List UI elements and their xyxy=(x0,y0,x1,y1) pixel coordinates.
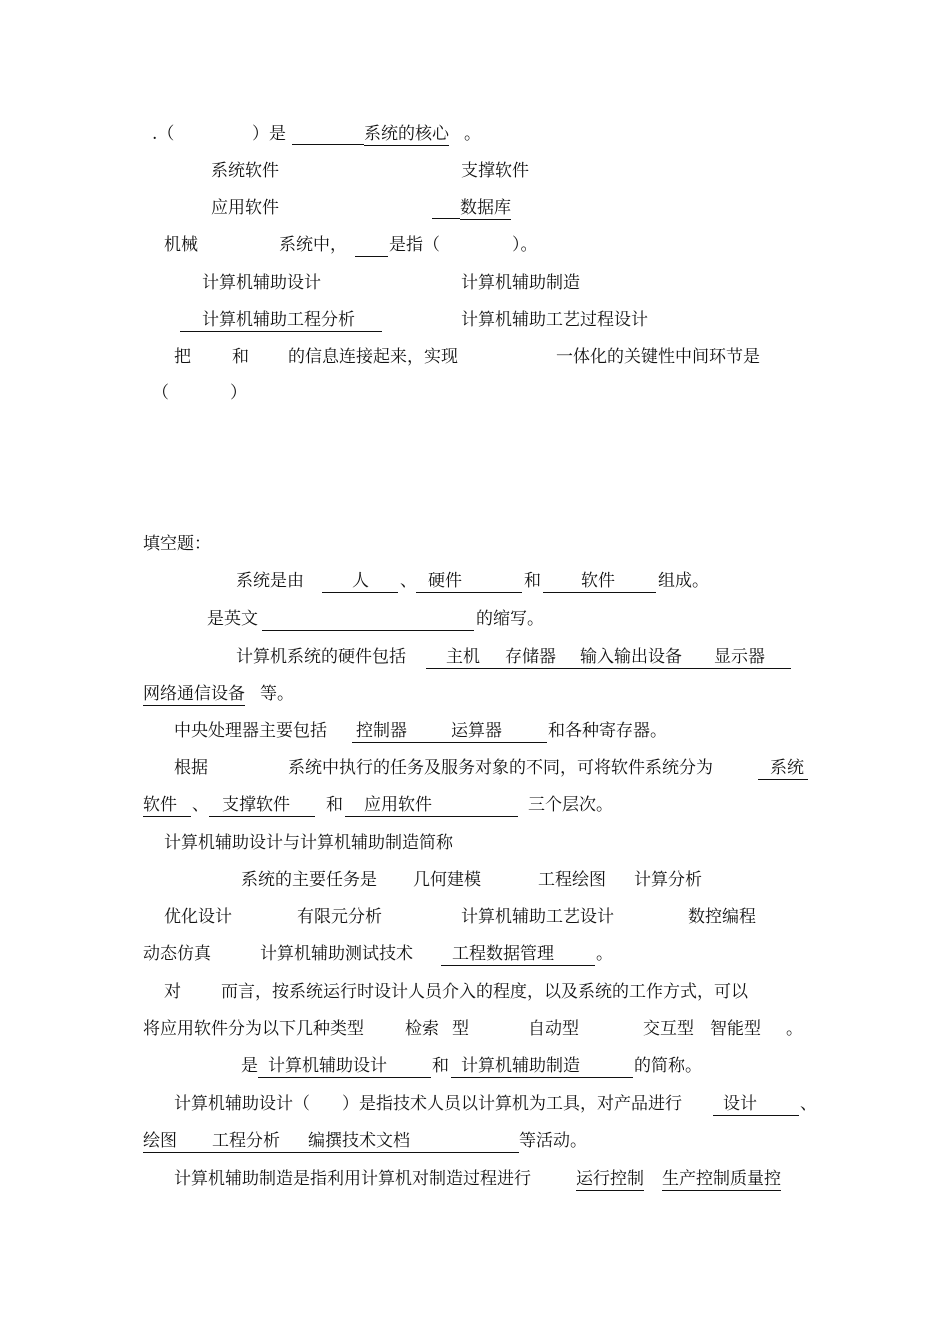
f8-answer-2: 自动型 xyxy=(528,1019,579,1039)
q2-blank-line[interactable] xyxy=(355,256,388,257)
f9-answer-2: 计算机辅助制造 xyxy=(461,1056,580,1076)
f10-answer-4: 编撰技术文档 xyxy=(308,1131,410,1151)
f5-text-1: 根据 xyxy=(174,758,208,778)
q2-text-3: 是指（ xyxy=(389,235,440,255)
f1-blank-1[interactable] xyxy=(322,592,398,593)
f10-blank-1[interactable] xyxy=(713,1115,799,1116)
f5-answer-1b: 软件 xyxy=(143,795,177,815)
f2-blank[interactable] xyxy=(262,630,474,631)
q1-blank-line[interactable] xyxy=(292,144,364,145)
f10-answer-2: 绘图 xyxy=(143,1131,177,1151)
q1-paren-close: ）是 xyxy=(252,124,286,144)
f3-answer-5: 网络通信设备 xyxy=(143,684,245,704)
f9-answer-1: 计算机辅助设计 xyxy=(268,1056,387,1076)
q3-text-2: 和 xyxy=(232,347,249,367)
q1-number: .（ xyxy=(152,124,175,144)
f4-answer-1: 控制器 xyxy=(356,721,407,741)
f3-answer-4: 显示器 xyxy=(714,647,765,667)
f5-blank-1b[interactable] xyxy=(143,816,191,817)
q1-option-d: 数据库 xyxy=(460,198,511,218)
q3-paren-close: ） xyxy=(230,383,247,403)
f5-answer-3: 应用软件 xyxy=(364,795,432,815)
f5-answer-2: 支撑软件 xyxy=(222,795,290,815)
fill-heading: 填空题： xyxy=(143,534,211,554)
q1-end: 。 xyxy=(464,124,481,144)
f7-answer-5: 有限元分析 xyxy=(297,907,382,927)
f10-text-2: ）是指技术人员以计算机为工具，对产品进行 xyxy=(342,1094,682,1114)
f1-text: 系统是由 xyxy=(236,571,304,591)
q3-text-3: 的信息连接起来，实现 xyxy=(288,347,458,367)
f5-blank-2[interactable] xyxy=(209,816,315,817)
q2-text-2: 系统中， xyxy=(279,235,347,255)
q2-option-d: 计算机辅助工艺过程设计 xyxy=(461,310,648,330)
f3-end: 等。 xyxy=(260,684,294,704)
f3-answer-2: 存储器 xyxy=(505,647,556,667)
f8-text-3: 将应用软件分为以下几种类型 xyxy=(143,1019,364,1039)
f5-and: 和 xyxy=(326,795,343,815)
f3-answer-3: 输入输出设备 xyxy=(580,647,682,667)
q1-blank-text: 系统的核心 xyxy=(364,124,449,144)
f8-text-1: 对 xyxy=(164,982,181,1002)
f7-answer-8: 动态仿真 xyxy=(143,944,211,964)
f10-answer-1: 设计 xyxy=(723,1094,757,1114)
f1-end: 组成。 xyxy=(658,571,709,591)
f8-end: 。 xyxy=(786,1019,803,1039)
f4-text: 中央处理器主要包括 xyxy=(174,721,327,741)
f7-answer-9: 计算机辅助测试技术 xyxy=(260,944,413,964)
f1-sep: 、 xyxy=(400,571,417,591)
q2-option-c: 计算机辅助工程分析 xyxy=(202,310,355,330)
f5-end: 三个层次。 xyxy=(528,795,613,815)
q3-text-4: 一体化的关键性中间环节是 xyxy=(556,347,760,367)
f10-sep: 、 xyxy=(800,1094,817,1114)
f7-answer-6: 计算机辅助工艺设计 xyxy=(461,907,614,927)
f8-text-2: 而言，按系统运行时设计人员介入的程度，以及系统的工作方式，可以 xyxy=(221,982,748,1002)
q3-text-1: 把 xyxy=(174,347,191,367)
q2-option-a: 计算机辅助设计 xyxy=(202,273,321,293)
q2-text-1: 机械 xyxy=(164,235,198,255)
f5-text-2: 系统中执行的任务及服务对象的不同，可将软件系统分为 xyxy=(288,758,713,778)
f7-end: 。 xyxy=(596,944,613,964)
q3-paren-open: （ xyxy=(152,383,169,403)
f8-answer-4: 智能型 xyxy=(710,1019,761,1039)
f2-text: 是英文 xyxy=(207,609,258,629)
f10-answer-3: 工程分析 xyxy=(212,1131,280,1151)
f1-and: 和 xyxy=(524,571,541,591)
f8-answer-1: 检索 xyxy=(405,1019,439,1039)
q2-option-b: 计算机辅助制造 xyxy=(461,273,580,293)
f3-answer-1: 主机 xyxy=(446,647,480,667)
f7-answer-3: 计算分析 xyxy=(634,870,702,890)
f1-answer-3: 软件 xyxy=(581,571,615,591)
f7-answer-4: 优化设计 xyxy=(164,907,232,927)
f4-end: 和各种寄存器。 xyxy=(548,721,667,741)
f7-answer-1: 几何建模 xyxy=(413,870,481,890)
q1-option-b: 支撑软件 xyxy=(461,161,529,181)
f5-blank-1[interactable] xyxy=(758,779,808,780)
f9-and: 和 xyxy=(432,1056,449,1076)
f8-answer-1b: 型 xyxy=(452,1019,469,1039)
q1-option-d-line xyxy=(432,218,460,219)
f11-text: 计算机辅助制造是指利用计算机对制造过程进行 xyxy=(174,1169,531,1189)
f1-blank-2[interactable] xyxy=(416,592,522,593)
f7-text: 系统的主要任务是 xyxy=(241,870,377,890)
f1-answer-1: 人 xyxy=(352,571,369,591)
f11-answer-1: 运行控制 xyxy=(576,1169,644,1189)
f10-blank-2[interactable] xyxy=(143,1152,519,1153)
q1-option-c: 应用软件 xyxy=(211,198,279,218)
f9-text: 是 xyxy=(241,1056,258,1076)
f9-blank-1[interactable] xyxy=(258,1077,431,1078)
f7-answer-10: 工程数据管理 xyxy=(452,944,554,964)
f1-answer-2: 硬件 xyxy=(428,571,462,591)
f7-answer-7: 数控编程 xyxy=(688,907,756,927)
f10-text-1: 计算机辅助设计（ xyxy=(174,1094,310,1114)
f2-end: 的缩写。 xyxy=(476,609,544,629)
f9-blank-2[interactable] xyxy=(451,1077,633,1078)
f9-end: 的简称。 xyxy=(634,1056,702,1076)
q2-text-4: ）。 xyxy=(512,235,538,255)
f11-answer-2: 生产控制质量控 xyxy=(662,1169,781,1189)
f5-blank-3[interactable] xyxy=(345,816,518,817)
f7-answer-2: 工程绘图 xyxy=(538,870,606,890)
q2-option-c-line xyxy=(180,331,382,332)
f4-blank[interactable] xyxy=(352,742,547,743)
f8-answer-3: 交互型 xyxy=(643,1019,694,1039)
f7-blank[interactable] xyxy=(441,965,595,966)
f6-text: 计算机辅助设计与计算机辅助制造简称 xyxy=(164,833,453,853)
f10-end: 等活动。 xyxy=(519,1131,587,1151)
f5-answer-1a: 系统 xyxy=(770,758,804,778)
f5-sep: 、 xyxy=(192,795,209,815)
q1-option-a: 系统软件 xyxy=(211,161,279,181)
f3-text: 计算机系统的硬件包括 xyxy=(236,647,406,667)
f3-blank[interactable] xyxy=(426,668,791,669)
f1-blank-3[interactable] xyxy=(543,592,656,593)
f4-answer-2: 运算器 xyxy=(451,721,502,741)
